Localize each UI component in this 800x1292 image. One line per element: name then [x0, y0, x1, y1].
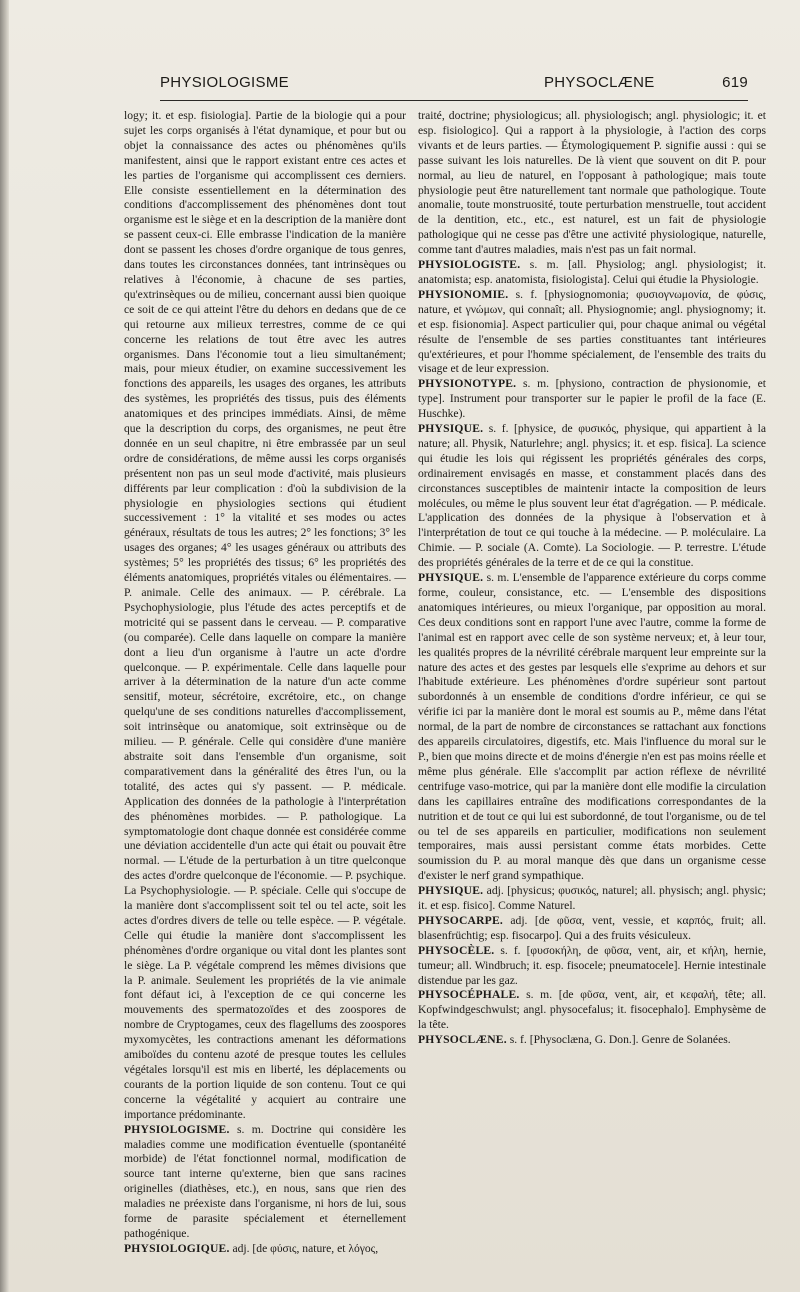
- right-column: [418, 109, 766, 1048]
- entry-headword: PHYSIQUE.: [418, 571, 484, 585]
- entry-headword: PHYSIOLOGIQUE.: [124, 1241, 230, 1255]
- entry-headword: PHYSOCÈLE.: [418, 943, 495, 957]
- dictionary-entry: [418, 914, 766, 944]
- entry-body: s. f. [physice, de φυσικός, physique, qui appartient à la nature; all. Physik, Naturlehre; angl. physics; it. et esp. fisica]. La science qui étudie les lois qui régissent les propriétés générales des corps, ordinairement envisagés en masse, et constamment placés dans des circonstances susceptibles de maintenir intacte la composition de leurs molécules, ou même le plus souvent leur état d'agrégation. — P. médicale. L'application des données de la physique à l'observation et à l'interprétation de tout ce qui touche à la médecine. — P. moléculaire. La Chimie. — P. sociale (A. Comte). La Sociologie. — P. terrestre. L'étude des propriétés générales de la terre et de ce qui la constitue.: [418, 422, 766, 570]
- entry-body: s. f. [Physoclæna, G. Don.]. Genre de Solanées.: [506, 1033, 731, 1047]
- entry-headword: PHYSIONOTYPE.: [418, 377, 517, 391]
- header-rule: [160, 100, 748, 101]
- entry-body: s. m. [physiono, contraction de physionomie, et type]. Instrument pour transporter sur le papier le profil de la face (E. Huschke).: [418, 377, 766, 421]
- running-header: [160, 74, 748, 100]
- header-left-guideword: PHYSIOLOGISME: [160, 74, 289, 91]
- entry-headword: PHYSOCARPE.: [418, 913, 503, 927]
- entry-headword: PHYSOCÉPHALE.: [418, 988, 520, 1002]
- entry-body: adj. [physicus; φυσικός, naturel; all. physisch; angl. physic; it. et esp. fisico]. Comme Naturel.: [418, 884, 766, 913]
- entry-headword: PHYSIQUE.: [418, 884, 484, 898]
- page-number: 619: [722, 74, 748, 91]
- header-right-guideword: PHYSOCLÆNE: [544, 74, 655, 91]
- entry-headword: PHYSIOLOGISTE.: [418, 258, 521, 272]
- dictionary-entry: [124, 1242, 406, 1257]
- continued-text-body: traité, doctrine; physiologicus; all. physiologisch; angl. physiologic; it. et esp. fisiologico]. Qui a rapport à la physiologie, à l'action des corps vivants et de leurs parties. — Étymologiquement P. signifie aussi : qui se passe suivant les lois naturelles. De là vient que souvent on dit P. pour normal, au lieu de naturel, en l'opposant à pathologique; mais toute physiologie peut être naturellement tant normale que pathologique. Toute anomalie, toute monstruosité, toute perturbation menstruelle, tout accident de la dentition, etc., etc., est naturel, est un fait de physiologie pathologique qui ne cesse pas d'être une activité physiologique, naturelle, comme tant d'autres maladies, mais n'est pas un fait normal.: [418, 109, 766, 257]
- entry-body: adj. [de φύσις, nature, et λόγος,: [229, 1241, 379, 1255]
- dictionary-entry: [418, 988, 766, 1033]
- entry-headword: PHYSIOLOGISME.: [124, 1122, 230, 1136]
- entry-body: s. m. Doctrine qui considère les maladies comme une modification éventuelle (spontanéité morbide) de l'état fonctionnel normal, modification de source tant interne qu'externe, bien que sans racines originelles (diathèses, etc.), en nous, sans que rien des maladies ne préexiste dans l'organisme, ni hors de lui, sous forme de parasite spécialement et éternellement pathogénique.: [124, 1122, 406, 1240]
- entry-body: s. m. [de φῦσα, vent, air, et κεφαλή, tête; all. Kopfwindgeschwulst; angl. physocefalus; it. fisocephalo]. Emphysème de la tête.: [418, 988, 766, 1032]
- continued-text: [418, 109, 766, 258]
- entry-body: s. f. [φυσοκήλη, de φῦσα, vent, air, et κήλη, hernie, tumeur; all. Windbruch; it. esp. fisocele; pneumatocele]. Hernie intestinale distendue par les gaz.: [418, 943, 766, 987]
- dictionary-entry: [418, 944, 766, 989]
- entry-headword: PHYSIQUE.: [418, 422, 484, 436]
- book-binding-shadow: [0, 0, 9, 1292]
- dictionary-entry: [418, 258, 766, 288]
- entry-body: s. m. L'ensemble de l'apparence extérieure du corps comme forme, couleur, consistance, etc. — L'ensemble des dispositions anatomiques intérieures, ou mieux l'organique, par opposition au moral. Ces deux conditions sont en rapport l'une avec l'autre, comme la forme de l'animal est en rapport avec celle de son système nerveux; et, à leur tour, les qualités propres de la névrilité cérébrale marquent leur empreinte sur la nature des actes et des gestes par lesquels elle s'exprime au dehors et sur l'habitude extérieure. Les phénomènes d'ordre supérieur sont partout subordonnés à un ensemble de conditions d'ordre inférieur, ce qui se vérifie ici par la manière dont le moral est soumis au P., même dans l'état normal, de la part de nombre de circonstances se rattachant aux fonctions des appareils circulatoires, digestifs, etc. Mais l'influence du moral sur le P., bien que moins directe et de moins d'énergie n'en est pas moins réelle et même plus générale. Elle s'accomplit par action réflexe de névrilité centrifuge vaso-motrice, qui par la manière dont elle modifie la circulation dans les capillaires entraîne des modifications correspondantes de la nutrition et de tout ce qui lui est subordonné, de tout l'organisme, ou de tel ou tel de ses appareils en particulier, modifications non seulement temporaires, mais aussi persistant comme états morbides. Cette soumission du P. au moral manque dès que dans un organisme cesse d'exister le nerf grand sympathique.: [418, 571, 766, 883]
- continued-text-body: logy; it. et esp. fisiologia]. Partie de la biologie qui a pour sujet les corps organisés à l'état dynamique, et pour but ou objet la connaissance des actes ou phénomènes qu'ils manifestent, ainsi que le rapport existant entre ces actes et les parties de l'organisme qui accomplissent ces derniers. Elle consiste essentiellement en la détermination des conditions d'accomplissement des phénomènes dont tout organisme est le siège et en la description de la manière dont se passent ceux-ci. Elle embrasse l'indication de la manière dont se passent les choses d'ordre organique de tous genres, dans toutes les circonstances données, tant intrinsèques ou relatives à l'économie, à chacune de ses parties, qu'extrinsèques ou de milieu, concernant aussi bien quoique ce soit de ce qui atteint l'être du dehors en dedans que de ce qui retourne aux milieux terrestres, comme de ce qui concerne les relations de tout être avec les autres organismes. Dans l'économie tout a lieu simultanément; mais, pour mieux étudier, on examine successivement les fonctions des appareils, les usages des organes, les attributs des systèmes, les propriétés des tissus, puis des éléments anatomiques et des principes immédiats. Ainsi, de même que la description du corps, des organismes, ne peut être donnée en un seul chapitre, ni être embrassée par un seul ordre de considérations, de même aussi les corps organisés présentent non pas un seul mode d'activité, mais plusieurs différents par leur complication : d'où la subdivision de la physiologie en physiologies sections qui étudient successivement : 1° la vitalité et ses modes ou actes généraux, résultats de tous les autres; 2° les fonctions; 3° les usages des organes; 4° les usages généraux ou attributs des systèmes; 5° les propriétés des tissus; 6° les propriétés des éléments anatomiques, propriétés vitales ou élémentaires. — P. animale. Celle des animaux. — P. cérébrale. La Psychophysiologie, plus l'étude des actes perceptifs et de motricité qui se passent dans le cerveau. — P. comparative (ou comparée). Celle dans laquelle on compare la manière dont a lieu d'un organisme à l'autre un acte d'ordre quelconque. — P. expérimentale. Celle dans laquelle pour arriver à la détermination de la nature d'un acte comme sensitif, moteur, sécrétoire, excrétoire, etc., on change quelqu'une de ses conditions naturelles d'accomplissement, soit intrinsèque ou anatomique, soit extrinsèque ou de milieu. — P. générale. Celle qui considère d'une manière abstraite soit dans l'ensemble d'un organisme, soit comparativement dans la généralité des êtres l'un, ou la totalité, des actes qui s'y passent. — P. médicale. Application des données de la pathologie à l'interprétation des phénomènes morbides. — P. pathologique. La symptomatologie dont chaque donnée est considérée comme une déviation accidentelle d'un acte qui était ou pouvait être normal. — L'étude de la perturbation à un titre quelconque des actes d'ordre quelconque de l'économie. — P. psychique. La Psychophysiologie. — P. spéciale. Celle qui s'occupe de la manière dont s'accomplissent soit tel ou tel acte, soit les actes d'ordres divers de telle ou telle espèce. — P. végétale. Celle qui étudie la manière dont s'accomplissent les phénomènes d'ordre organique ou vital dont les plantes sont le siège. La P. végétale comprend les mêmes divisions que la P. animale. Seulement les propriétés de la vie animale font défaut ici, à l'exception de ce qui concerne les mouvements des spermatozoïdes et des zoospores de nombre de Cryptogames, ceux des flagellums des zoospores myxomycètes, les contractions amenant les déformations amiboïdes du contenu azoté de presque toutes les cellules végétales lorsqu'il est mis en liberté, les déplacements ou courants de la portion liquide de son contenu. Tout ce qui concerne la végétalité y acquiert au contraire une importance prédominante.: [124, 109, 406, 1121]
- dictionary-entry: [418, 422, 766, 571]
- left-column: [124, 109, 406, 1257]
- entry-body: s. m. [all. Physiolog; angl. physiologist; it. anatomista; esp. anatomista, fisiologista]. Celui qui étudie la Physiologie.: [418, 258, 766, 286]
- dictionary-entry: [418, 288, 766, 377]
- entry-headword: PHYSOCLÆNE.: [418, 1033, 507, 1047]
- entry-body: adj. [de φῦσα, vent, vessie, et καρπός, fruit; all. blasenfrüchtig; esp. fisocarpo]. Qui a des fruits vésiculeux.: [418, 913, 766, 942]
- dictionary-entry: [418, 1033, 766, 1048]
- continued-text: [124, 109, 406, 1123]
- dictionary-entry: [418, 884, 766, 914]
- entry-body: s. f. [physiognomonia; φυσιογνωμονία, de φύσις, nature, et γνώμων, qui connaît; all. Physiognomie; angl. physiognomy; it. et esp. fisionomia]. Aspect particulier qui, pour chaque animal ou végétal résulte de l'ensemble de ses parties constituantes tant intérieures qu'extérieures, et pour l'homme spécialement, de l'ensemble des traits du visage et de leur expression.: [418, 287, 766, 376]
- dictionary-entry: [418, 377, 766, 422]
- dictionary-entry: [124, 1123, 406, 1242]
- dictionary-entry: [418, 571, 766, 884]
- entry-headword: PHYSIONOMIE.: [418, 287, 509, 301]
